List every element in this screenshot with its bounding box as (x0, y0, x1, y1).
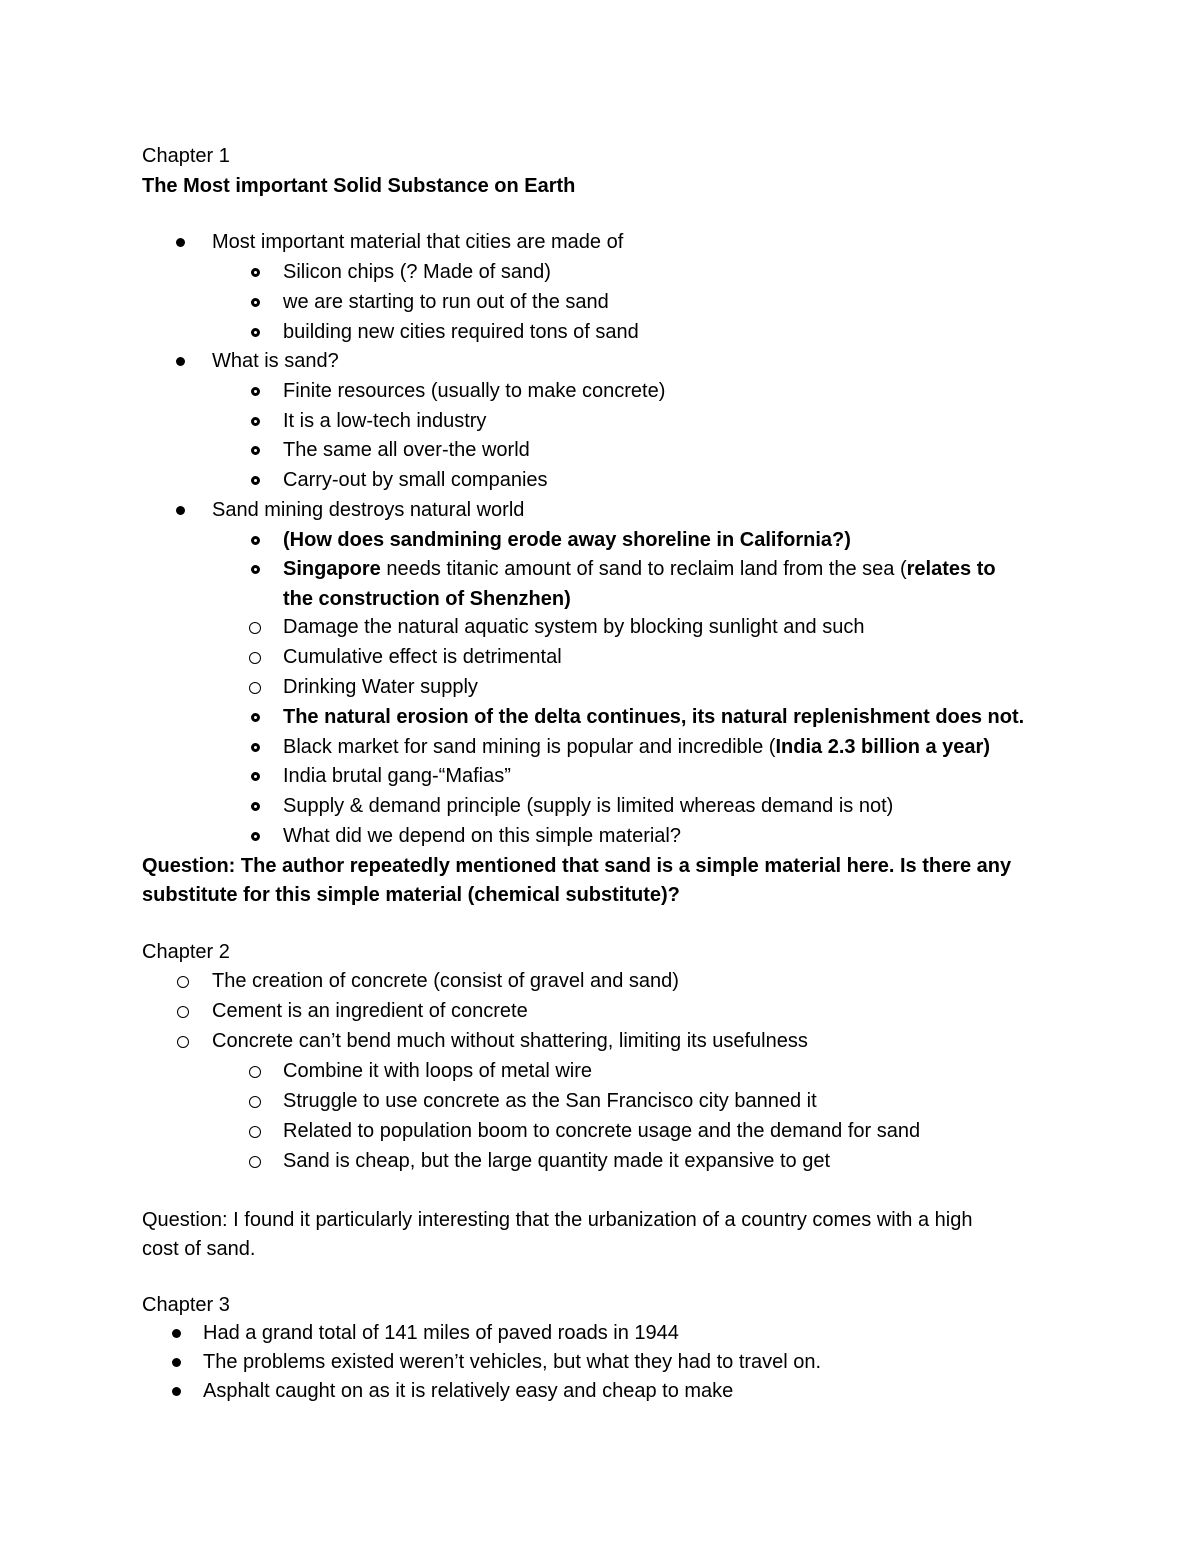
chapter-1-title: The Most important Solid Substance on Earth (142, 175, 576, 197)
list-item: What is sand? (212, 350, 339, 372)
list-item: Silicon chips (? Made of sand) (283, 261, 551, 283)
chapter-3-heading: Chapter 3 (142, 1294, 230, 1316)
list-item: It is a low-tech industry (283, 410, 487, 432)
bullet-icon (177, 1036, 189, 1048)
text: Black market for sand mining is popular and incredible ( (283, 736, 776, 758)
bullet-icon (249, 682, 261, 694)
question-text: Question: The author repeatedly mentioned that sand is a simple material here. Is there any (142, 855, 1012, 877)
bullet-icon (172, 1358, 181, 1367)
bullet-icon (177, 1006, 189, 1018)
bullet-icon (176, 357, 185, 366)
bullet-icon (172, 1329, 181, 1338)
bullet-icon (251, 328, 260, 337)
bullet-icon (176, 238, 185, 247)
bullet-icon (251, 446, 260, 455)
list-item: Most important material that cities are made of (212, 231, 624, 253)
bullet-icon (249, 652, 261, 664)
list-item: Damage the natural aquatic system by blocking sunlight and such (283, 616, 865, 638)
bullet-icon (251, 713, 260, 722)
list-item: Asphalt caught on as it is relatively easy and cheap to make (203, 1380, 734, 1402)
bullet-icon (251, 772, 260, 781)
bold-text: relates to (906, 558, 996, 580)
list-item: Cumulative effect is detrimental (283, 646, 562, 668)
question-text: Question: I found it particularly interesting that the urbanization of a country comes with a high (142, 1209, 973, 1231)
bullet-icon (251, 387, 260, 396)
bold-text: India 2.3 billion a year) (775, 736, 990, 758)
question-text: cost of sand. (142, 1238, 256, 1260)
list-item (283, 557, 996, 583)
bullet-icon (251, 565, 260, 574)
bullet-icon (251, 802, 260, 811)
bullet-icon (249, 1066, 261, 1078)
list-item: Sand mining destroys natural world (212, 499, 525, 521)
chapter-2-heading: Chapter 2 (142, 941, 230, 963)
list-item (283, 735, 990, 761)
text: needs titanic amount of sand to reclaim land from the sea ( (380, 558, 907, 580)
list-item: Had a grand total of 141 miles of paved roads in 1944 (203, 1322, 679, 1344)
list-item: Struggle to use concrete as the San Francisco city banned it (283, 1090, 817, 1112)
list-item: building new cities required tons of sand (283, 321, 639, 343)
bullet-icon (249, 1156, 261, 1168)
bullet-icon (249, 1096, 261, 1108)
bullet-icon (172, 1387, 181, 1396)
list-item: The natural erosion of the delta continues, its natural replenishment does not. (283, 706, 1025, 728)
chapter-1-heading: Chapter 1 (142, 145, 230, 167)
bullet-icon (251, 268, 260, 277)
list-item-continuation: the construction of Shenzhen) (283, 588, 571, 610)
bullet-icon (176, 506, 185, 515)
list-item: Sand is cheap, but the large quantity made it expansive to get (283, 1150, 831, 1172)
bullet-icon (249, 1126, 261, 1138)
bullet-icon (251, 743, 260, 752)
bullet-icon (249, 622, 261, 634)
bullet-icon (251, 298, 260, 307)
list-item: The problems existed weren’t vehicles, but what they had to travel on. (203, 1351, 822, 1373)
list-item: India brutal gang-“Mafias” (283, 765, 511, 787)
list-item: Combine it with loops of metal wire (283, 1060, 593, 1082)
list-item: Supply & demand principle (supply is limited whereas demand is not) (283, 795, 894, 817)
list-item: Carry-out by small companies (283, 469, 548, 491)
list-item: The same all over-the world (283, 439, 530, 461)
bullet-icon (251, 536, 260, 545)
bullet-icon (251, 417, 260, 426)
list-item: Related to population boom to concrete usage and the demand for sand (283, 1120, 921, 1142)
question-text: substitute for this simple material (chemical substitute)? (142, 884, 680, 906)
list-item: Finite resources (usually to make concrete) (283, 380, 666, 402)
list-item: The creation of concrete (consist of gravel and sand) (212, 970, 679, 992)
bullet-icon (251, 832, 260, 841)
list-item: Concrete can’t bend much without shattering, limiting its usefulness (212, 1030, 808, 1052)
bullet-icon (177, 976, 189, 988)
list-item: Cement is an ingredient of concrete (212, 1000, 528, 1022)
list-item: Drinking Water supply (283, 676, 478, 698)
list-item: What did we depend on this simple material? (283, 825, 681, 847)
bold-text: Singapore (283, 558, 381, 580)
list-item: we are starting to run out of the sand (283, 291, 609, 313)
bullet-icon (251, 476, 260, 485)
list-item: (How does sandmining erode away shoreline in California?) (283, 529, 851, 551)
